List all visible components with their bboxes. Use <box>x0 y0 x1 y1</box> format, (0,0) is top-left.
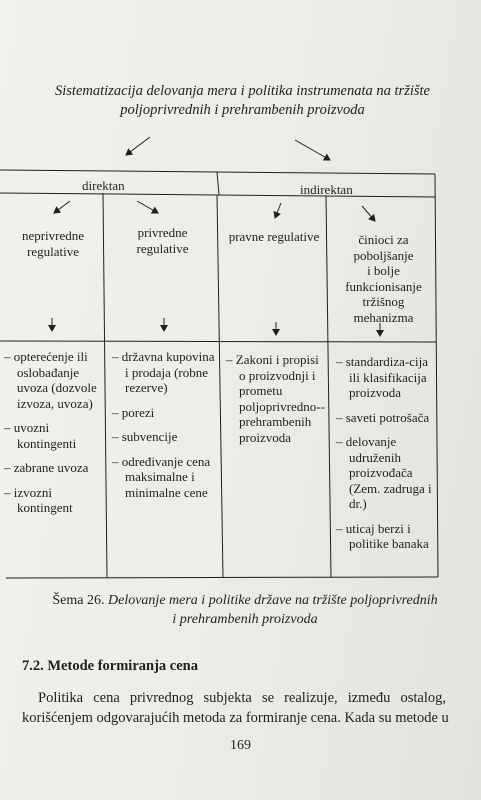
diagram-title-line-1: Sistematizacija delovanja mera i politika instrumenata na tržište <box>55 83 430 99</box>
column-4-header-line: funkcionisanje <box>345 278 422 294</box>
list-item: – subvencije <box>112 429 178 444</box>
column-4-header-line: činioci za <box>358 232 409 247</box>
diagram-title-line-2: poljoprivrednih i prehrambenih proizvoda <box>120 102 365 118</box>
column-3-header <box>222 229 326 245</box>
figure-caption <box>20 591 470 629</box>
section-heading: 7.2. Metode formiranja cena <box>22 658 198 674</box>
list-item: – određivanje cena maksimalne i minimalne cene <box>112 453 211 500</box>
arrow-to-indirect <box>295 140 330 160</box>
column-1-header <box>4 228 102 259</box>
list-item: – Zakoni i propisi o proizvodnji i prometu poljoprivredno--prehrambenih proizvoda <box>226 352 325 445</box>
column-4-header-line: poboljšanje <box>353 247 414 263</box>
column-2-items <box>112 349 220 509</box>
arrow-col3-top <box>275 203 281 218</box>
column-4-items <box>336 354 434 561</box>
column-2-header <box>110 225 215 256</box>
list-item: – zabrane uvoza <box>4 460 89 475</box>
column-4-header-line: tržišnog <box>362 294 405 309</box>
table-bottom-border <box>6 577 438 578</box>
arrow-col4-top <box>362 206 375 221</box>
column-1-items <box>4 349 102 525</box>
column-2-header-line: privredne <box>137 225 188 240</box>
column-divider-3 <box>326 196 331 578</box>
branch-separator <box>217 172 219 195</box>
paragraph-line-1: Politika cena privrednog subjekta se realizuje, između ostalog, <box>38 690 446 706</box>
list-item: – izvozni kontingent <box>4 484 73 515</box>
list-item: – državna kupovina i prodaja (robne rezerve) <box>112 349 215 395</box>
column-3-items <box>226 352 326 454</box>
list-item: – uticaj berzi i politike banaka <box>336 520 429 551</box>
caption-number: Šema 26. <box>52 593 105 608</box>
column-1-header-line: neprivredne <box>21 228 85 243</box>
list-item: – opterećenje ili oslobađanje uvoza (dozvole izvoza, uvoza) <box>4 349 97 411</box>
list-item: – uvozni kontingenti <box>4 420 77 451</box>
column-divider-1 <box>103 193 107 578</box>
list-item: – delovanje udruženih proizvođača (Zem. zadruga i dr.) <box>336 434 432 511</box>
arrow-to-direct <box>126 137 150 155</box>
branch-label-direct: direktan <box>82 178 125 193</box>
caption-text-line-2: i prehrambenih proizvoda <box>172 612 318 627</box>
column-4-header-line: mehanizma <box>353 309 414 325</box>
column-3-header-line: pravne regulative <box>228 229 320 244</box>
column-4-header <box>332 232 435 325</box>
header-items-separator <box>0 341 436 342</box>
column-4-header-line: i bolje <box>367 263 400 278</box>
table-right-border <box>435 174 438 577</box>
column-1-header-line: regulative <box>27 243 79 259</box>
branch-label-indirect: indirektan <box>300 182 353 197</box>
page-number: 169 <box>230 738 251 753</box>
list-item: – saveti potrošača <box>336 409 430 425</box>
paragraph-line-2: korišćenjem odgovarajućih metoda za formiranje cena. Kada su metode u <box>22 710 449 726</box>
caption-text-line-1: Delovanje mera i politike države na tržište poljoprivrednih <box>108 593 438 608</box>
body-paragraph <box>22 688 449 728</box>
list-item: – standardiza-cija ili klasifikacija proizvoda <box>336 354 429 400</box>
list-item: – porezi <box>112 404 155 420</box>
column-2-header-line: regulative <box>136 240 189 256</box>
arrow-col2-top <box>137 201 158 213</box>
arrow-col1-top <box>54 201 70 213</box>
